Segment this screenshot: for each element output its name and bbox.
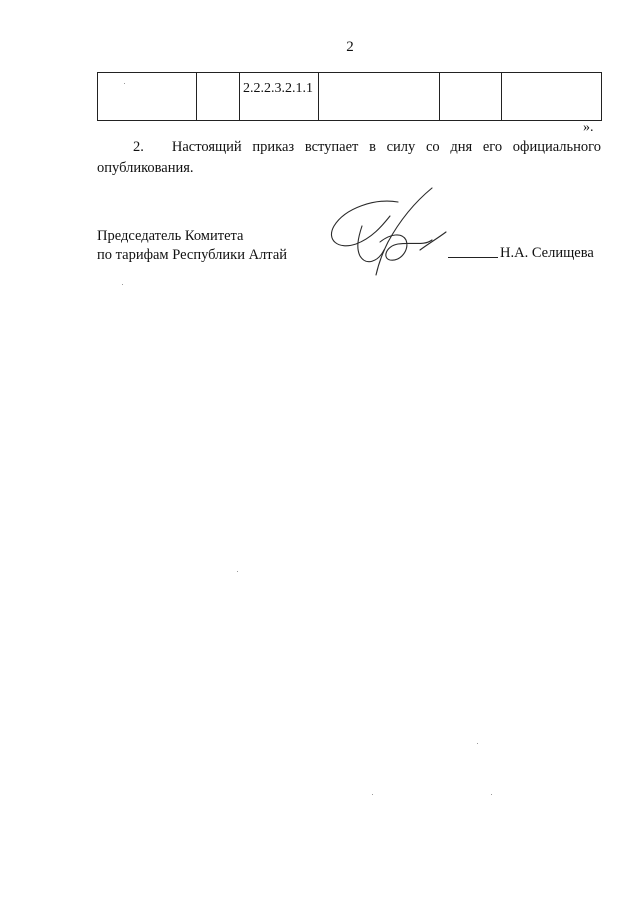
scan-speck [122, 284, 123, 285]
scan-speck [491, 794, 492, 795]
table-cell [502, 73, 602, 121]
signature-line [448, 257, 498, 258]
paragraph-text: Настоящий приказ вступает в силу со дня его официального опубликования. [97, 139, 601, 176]
table-cell-code: 2.2.2.3.2.1.1 [240, 73, 319, 121]
page-number: 2 [346, 39, 354, 55]
table-cell [319, 73, 440, 121]
signer-title-line2: по тарифам Республики Алтай [97, 247, 288, 263]
table-row [98, 73, 602, 121]
handwritten-signature [320, 180, 470, 280]
scan-speck [124, 83, 125, 84]
scan-speck [372, 794, 373, 795]
signer-title [97, 227, 287, 265]
paragraph-number: 2. [133, 139, 144, 155]
scan-speck [237, 571, 238, 572]
signer-title-line1: Председатель Комитета [97, 228, 244, 244]
table-cell [98, 73, 197, 121]
scan-speck [477, 743, 478, 744]
table-cell [440, 73, 502, 121]
table-cell [197, 73, 240, 121]
closing-quote: ». [583, 120, 594, 135]
continuation-table [97, 72, 602, 121]
signer-name: Н.А. Селищева [500, 245, 594, 261]
order-paragraph [97, 137, 601, 179]
